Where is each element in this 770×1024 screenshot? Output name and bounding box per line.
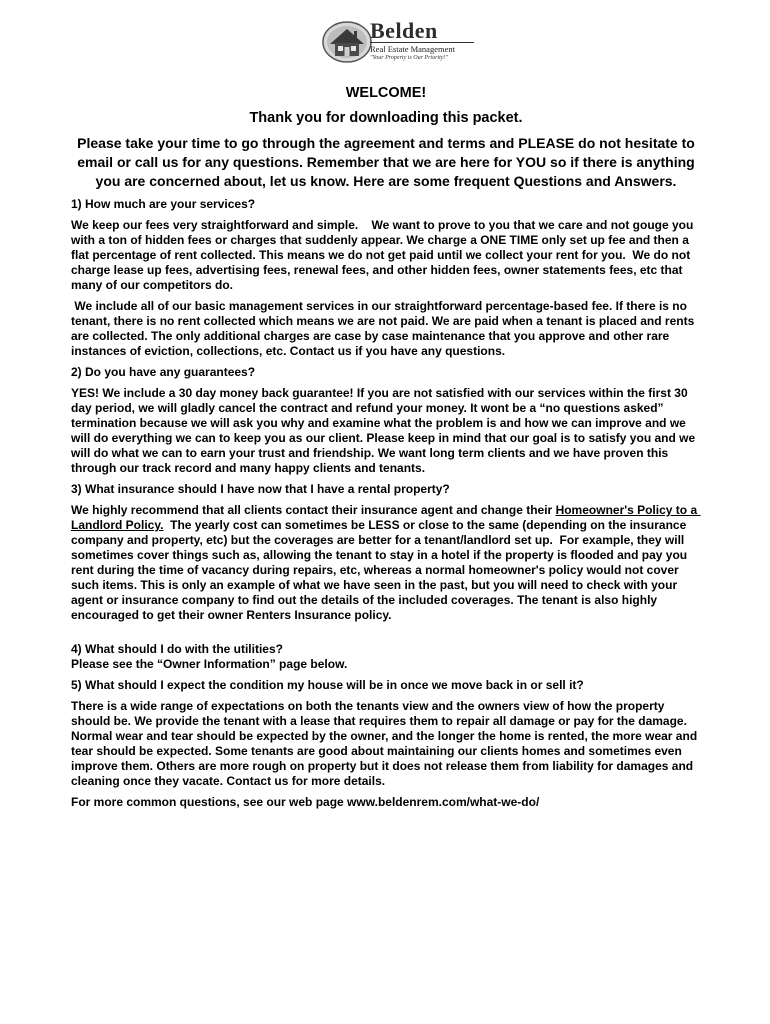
answer-5: There is a wide range of expectations on both the tenants view and the owners view of how the property should be. We provide the tenant with a lease that requires them to repair all damage or pay for the damage. Normal wear and tear should be expected by the owner, and the longer the home is rented, the more wear and tear should be expected. Some tenants are good about maintaining our clients homes and sometimes even improve them. Others are more rough on property but it does not release them from liability for damages and cleaning once they vacate. Contact us for more details. — [71, 699, 698, 788]
answer-4: Please see the “Owner Information” page below. — [71, 657, 348, 671]
logo-tagline: "Your Property is Our Priority!" — [370, 55, 448, 61]
answer-2: YES! We include a 30 day money back guarantee! If you are not satisfied with our services within the first 30 day period, we will gladly cancel the contract and refund your money. It wont be a “no questions asked” termination because we will ask you why and examine what the problem is and how we can improve and we will do everything we can to keep you as our client. Please keep in mind that our goal is to satisfy you and we will do what we can to earn your trust and friendship. We want long term clients and we have proven this through our track record and many happy clients and tenants. — [71, 386, 696, 475]
company-logo — [322, 18, 474, 64]
answer-1a: We keep our fees very straightforward and simple. We want to prove to you that we care and not gouge you with a ton of hidden fees or charges that suddenly appear. We charge a ONE TIME only set up fee and then a flat percentage of rent collected. This means we do not get paid until we collect your rent for you. We do not charge lease up fees, advertising fees, renewal fees, and other hidden fees, owner statements fees, etc that many of our competitors do. — [71, 218, 697, 292]
intro-paragraph: Please take your time to go through the agreement and terms and PLEASE do not hesitate to email or call us for any questions. Remember that we are here for YOU so if there is anything you are concerned about, let us know. Here are some frequent Questions and Answers. — [77, 135, 695, 189]
house-logo-icon — [322, 18, 372, 64]
welcome-heading: WELCOME! — [345, 85, 427, 101]
logo-name: Belden — [370, 18, 438, 43]
question-4: 4) What should I do with the utilities? — [71, 642, 283, 656]
landlord-policy-text: Homeowner's Policy to a Landlord Policy. — [71, 503, 701, 532]
thanks-heading: Thank you for downloading this packet. — [249, 110, 523, 126]
answer-3 — [71, 503, 701, 623]
answer-3-pre: We highly recommend that all clients contact their insurance agent and change their — [71, 503, 556, 517]
answer-3-post: The yearly cost can sometimes be LESS or close to the same (depending on the insurance company and property, etc) but the coverages are better for a tenant/landlord set up. For example, they will sometimes cover things such as, allowing the tenant to stay in a hotel if the property is flooded and pay you rent during the time of vacancy during repairs, etc, whereas a normal homeowner's policy would not cover such items. This is only an example of what we have seen in the past, but you will need to check with your agent or insurance company to find out the details of the included coverages. The tenant is also highly encouraged to get their owner Renters Insurance policy. — [71, 518, 691, 622]
question-3: 3) What insurance should I have now that I have a rental property? — [71, 482, 450, 496]
answer-1b: We include all of our basic management services in our straightforward percentage-based fee. If there is no tenant, there is no rent collected which means we are not paid. We are paid when a tenant is placed and rents are collected. The only additional charges are case by case maintenance that you approve and other rare instances of eviction, collections, etc. Contact us if you have any questions. — [71, 299, 698, 358]
question-1: 1) How much are your services? — [71, 197, 256, 211]
logo-subtitle: Real Estate Management — [370, 42, 474, 54]
footer-note: For more common questions, see our web page www.beldenrem.com/what-we-do/ — [71, 795, 540, 809]
question-2: 2) Do you have any guarantees? — [71, 365, 256, 379]
question-5: 5) What should I expect the condition my house will be in once we move back in or sell it? — [71, 678, 584, 692]
document-body — [71, 84, 701, 810]
